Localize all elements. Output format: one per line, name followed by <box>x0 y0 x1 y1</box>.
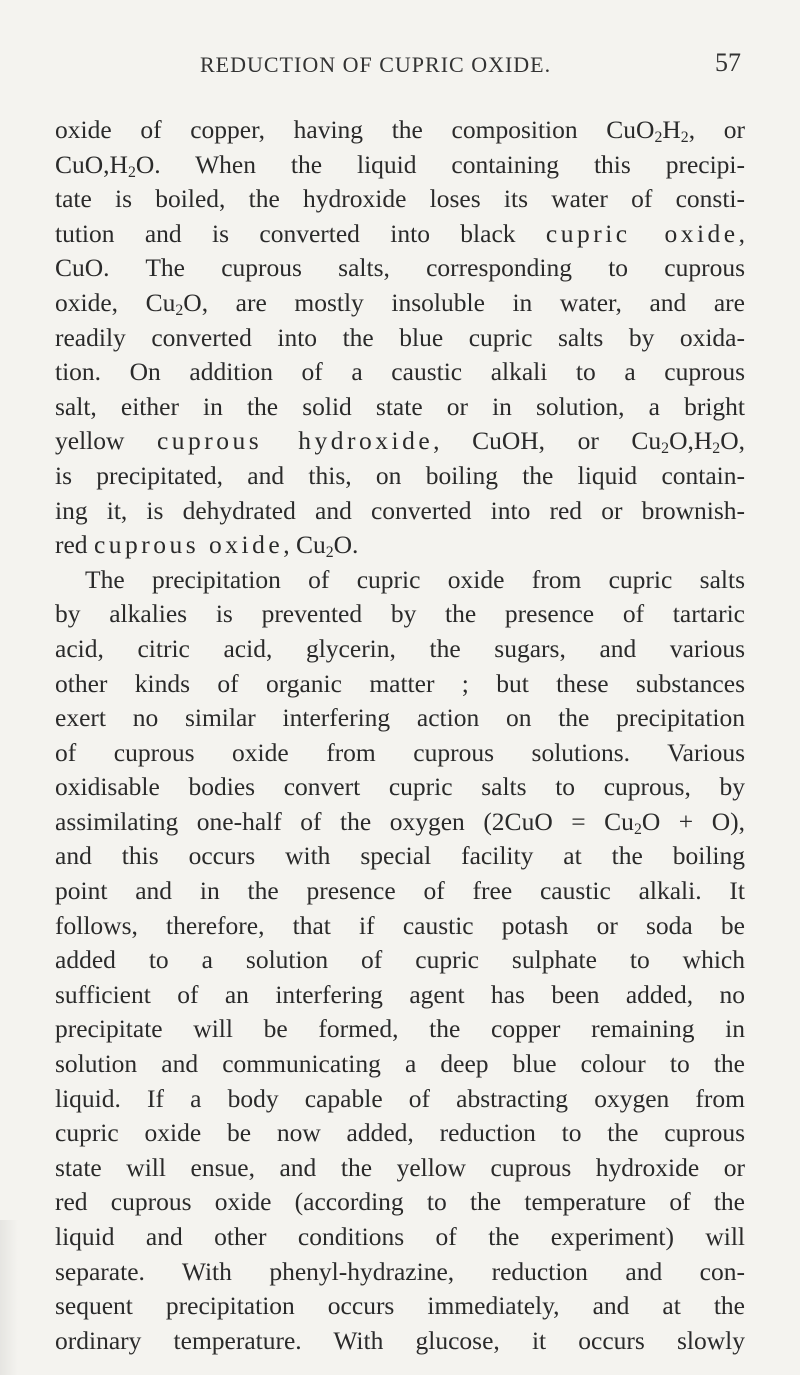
text-line <box>55 148 745 183</box>
text-segment: , CuOH, or Cu <box>433 426 662 456</box>
text-segment: H <box>662 115 681 144</box>
text-line <box>55 113 745 148</box>
text-segment: readily converted into the blue cupric salts by oxida- <box>55 322 745 352</box>
text-segment: liquid and other conditions of the experiment) will <box>55 1222 745 1251</box>
text-segment: yellow <box>55 426 157 456</box>
text-segment: acid, citric acid, glycerin, the sugars, and various <box>55 633 745 663</box>
text-line <box>55 909 745 944</box>
text-line <box>55 874 745 909</box>
text-line <box>55 1289 745 1324</box>
page-number: 57 <box>715 48 741 77</box>
text-line <box>55 321 745 356</box>
text-line <box>55 978 745 1013</box>
text-segment: O. When the liquid containing this precipi- <box>135 149 745 179</box>
spaced-term: cuprous oxide <box>93 530 284 560</box>
running-head: REDUCTION OF CUPRIC OXIDE. <box>200 52 552 77</box>
text-line <box>55 1082 745 1117</box>
text-segment: separate. With phenyl-hydrazine, reduction and con- <box>55 1256 745 1286</box>
text-segment: sufficient of an interfering agent has been added, no <box>55 979 745 1009</box>
subscript: 2 <box>325 544 334 562</box>
text-segment: tion. On addition of a caustic alkali to a cuprous <box>55 357 745 387</box>
text-line <box>55 424 745 459</box>
text-line <box>55 1047 745 1082</box>
text-segment: red <box>55 530 94 560</box>
text-line <box>55 182 745 217</box>
text-line <box>55 736 745 771</box>
subscript: 2 <box>175 301 184 319</box>
text-segment: precipitate will be formed, the copper remaining in <box>55 1014 745 1044</box>
subscript: 2 <box>633 820 642 838</box>
text-line <box>55 839 745 874</box>
page-edge-shadow <box>0 1220 18 1375</box>
text-line <box>55 1151 745 1186</box>
spaced-term: cuprous hydroxide <box>156 426 434 456</box>
text-segment: by alkalies is prevented by the presence of tartaric <box>55 599 745 629</box>
subscript: 2 <box>712 440 721 458</box>
text-segment: state will ensue, and the yellow cuprous hydroxide or <box>55 1152 745 1182</box>
text-line <box>55 1324 745 1359</box>
text-segment: oxidisable bodies convert cupric salts to cuprous, by <box>55 772 745 802</box>
text-line <box>55 1255 745 1290</box>
text-segment: O, <box>720 426 745 456</box>
text-segment: point and in the presence of free caustic alkali. It <box>55 876 745 906</box>
text-line <box>55 251 745 286</box>
text-line <box>55 770 745 805</box>
text-line <box>55 667 745 702</box>
text-segment: oxide of copper, having the composition CuO <box>55 115 655 144</box>
text-line <box>55 563 745 598</box>
text-line <box>55 632 745 667</box>
text-line <box>55 1185 745 1220</box>
text-segment: O,H <box>669 426 713 456</box>
text-segment: O. <box>333 530 359 560</box>
text-segment: The precipitation of cupric oxide from cupric salts <box>85 564 745 594</box>
text-line <box>55 528 745 563</box>
text-segment: , <box>738 218 745 248</box>
text-line <box>55 286 745 321</box>
text-segment: exert no similar interfering action on the precipitation <box>55 703 745 733</box>
body-text <box>55 113 745 1358</box>
text-segment: follows, therefore, that if caustic potash or soda be <box>55 910 745 940</box>
text-segment: liquid. If a body capable of abstracting oxygen from <box>55 1083 745 1113</box>
text-segment: sequent precipitation occurs immediately, and at the <box>55 1291 745 1321</box>
text-line <box>55 597 745 632</box>
text-line <box>55 1012 745 1047</box>
text-segment: O, are mostly insoluble in water, and are <box>183 287 745 317</box>
text-segment: ing it, is dehydrated and converted into red or brownish- <box>55 495 745 525</box>
text-segment: assimilating one-half of the oxygen (2CuO = Cu <box>55 806 634 836</box>
text-segment: solution and communicating a deep blue colour to the <box>55 1049 745 1079</box>
text-line <box>55 943 745 978</box>
text-segment: and this occurs with special facility at the boiling <box>55 841 745 871</box>
text-segment: tate is boiled, the hydroxide loses its water of consti- <box>55 184 745 214</box>
text-segment: ordinary temperature. With glucose, it occurs slowly <box>55 1325 745 1355</box>
text-segment: added to a solution of cupric sulphate to which <box>55 945 745 975</box>
text-line <box>55 1116 745 1151</box>
subscript: 2 <box>661 440 670 458</box>
text-segment: salt, either in the solid state or in solution, a bright <box>55 391 745 421</box>
text-segment: , or <box>688 115 745 144</box>
text-segment: oxide, Cu <box>55 287 176 317</box>
text-segment: of cuprous oxide from cuprous solutions. Various <box>55 737 745 767</box>
text-line <box>55 1220 745 1255</box>
text-line <box>55 355 745 390</box>
subscript: 2 <box>654 128 663 146</box>
text-segment: , Cu <box>283 530 326 560</box>
spaced-term: cupric oxide <box>545 218 739 248</box>
text-segment: O + O), <box>641 806 745 836</box>
text-line <box>55 701 745 736</box>
text-segment: red cuprous oxide (according to the temperature of the <box>55 1187 745 1217</box>
text-line <box>55 494 745 529</box>
text-segment: CuO,H <box>55 149 128 179</box>
subscript: 2 <box>680 128 689 146</box>
text-segment: other kinds of organic matter ; but these substances <box>55 668 745 698</box>
text-line <box>55 390 745 425</box>
text-segment: tution and is converted into black <box>55 218 546 248</box>
text-line <box>55 217 745 252</box>
text-line <box>55 459 745 494</box>
text-line <box>55 805 745 840</box>
text-segment: CuO. The cuprous salts, corresponding to cuprous <box>55 253 745 283</box>
subscript: 2 <box>127 163 136 181</box>
text-segment: cupric oxide be now added, reduction to the cuprous <box>55 1118 745 1148</box>
text-segment: is precipitated, and this, on boiling the liquid contain- <box>55 460 745 490</box>
